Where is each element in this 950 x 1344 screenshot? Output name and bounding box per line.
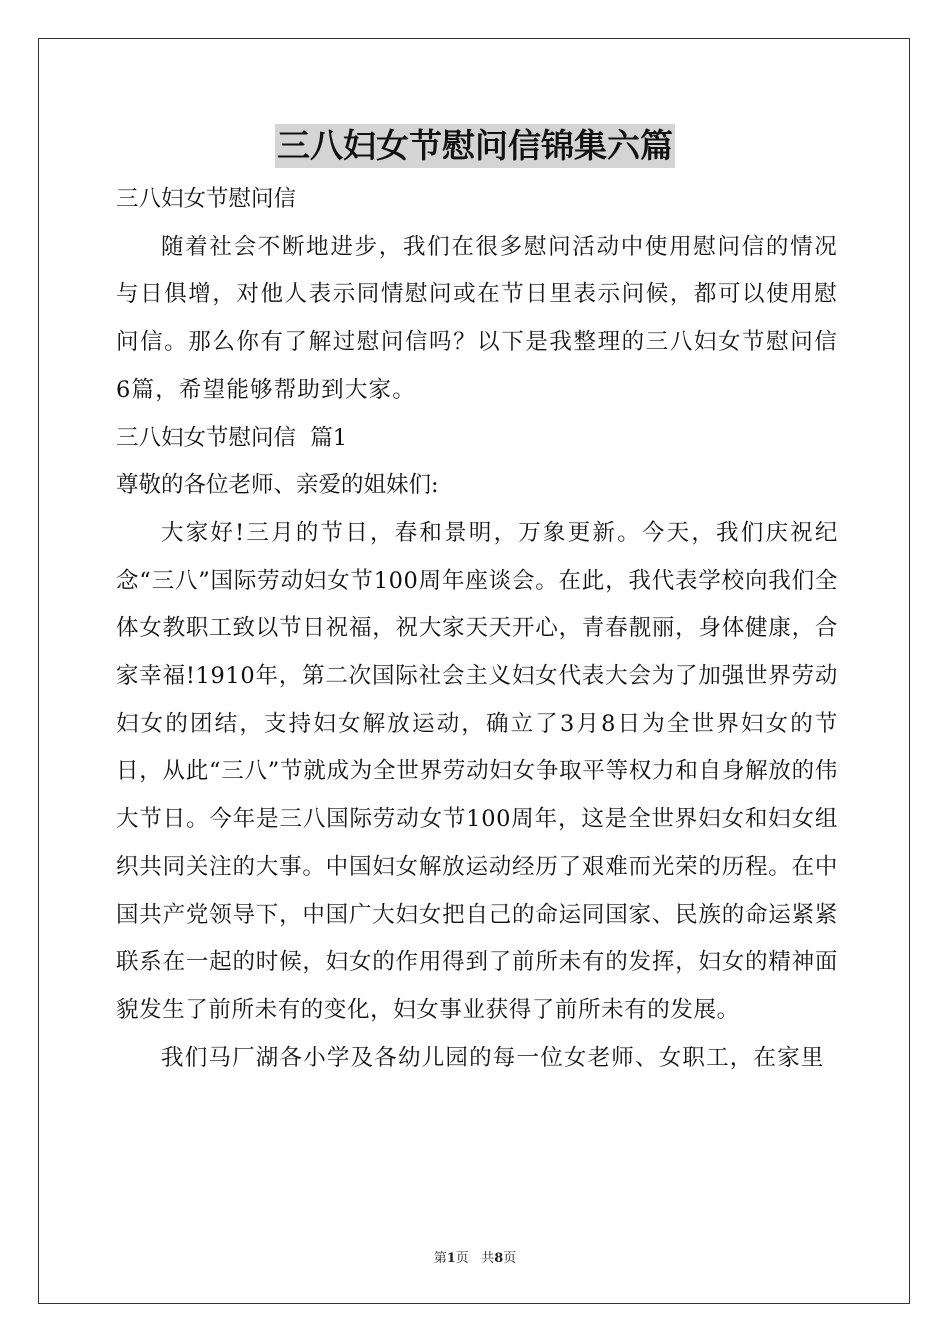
document-title: 三八妇女节慰问信锦集六篇 (275, 124, 675, 168)
page-footer (0, 1247, 950, 1266)
body-paragraph: 大家好!三月的节日，春和景明，万象更新。今天，我们庆祝纪念“三八”国际劳动妇女节100周年座谈会。在此，我代表学校向我们全体女教职工致以节日祝福，祝大家天天开心，青春靓丽，身体健康，合家幸福!1910年，第二次国际社会主义妇女代表大会为了加强世界劳动妇女的团结，支持妇女解放运动，确立了3月8日为全世界妇女的节日，从此“三八”节就成为全世界劳动妇女争取平等权力和自身解放的伟大节日。今年是三八国际劳动女节100周年，这是全世界妇女和妇女组织共同关注的大事。中国妇女解放运动经历了艰难而光荣的历程。在中国共产党领导下，中国广大妇女把自己的命运同国家、民族的命运紧紧联系在一起的时候，妇女的作用得到了前所未有的发挥，妇女的精神面貌发生了前所未有的变化，妇女事业获得了前所未有的发展。 (116, 519, 838, 1023)
current-page-number: 1 (446, 1251, 456, 1266)
total-page-number: 8 (494, 1251, 504, 1266)
section-heading: 三八妇女节慰问信 (116, 186, 297, 212)
footer-middle: 页 共 (455, 1251, 495, 1266)
intro-paragraph: 随着社会不断地进步，我们在很多慰问活动中使用慰问信的情况与日俱增，对他人表示同情慰问或在节日里表示问候，都可以使用慰问信。那么你有了解过慰问信吗？以下是我整理的三八妇女节慰问信6篇，希望能够帮助到大家。 (116, 233, 838, 403)
piece-heading: 三八妇女节慰问信 篇1 (116, 424, 348, 451)
document-body (116, 176, 838, 1082)
footer-suffix: 页 (503, 1251, 517, 1266)
body-paragraph-continued: 我们马厂湖各小学及各幼儿园的每一位女老师、女职工，在家里 (161, 1044, 825, 1071)
salutation: 尊敬的各位老师、亲爱的姐妹们: (116, 472, 439, 499)
title-container (0, 124, 950, 168)
footer-prefix: 第 (433, 1251, 447, 1266)
